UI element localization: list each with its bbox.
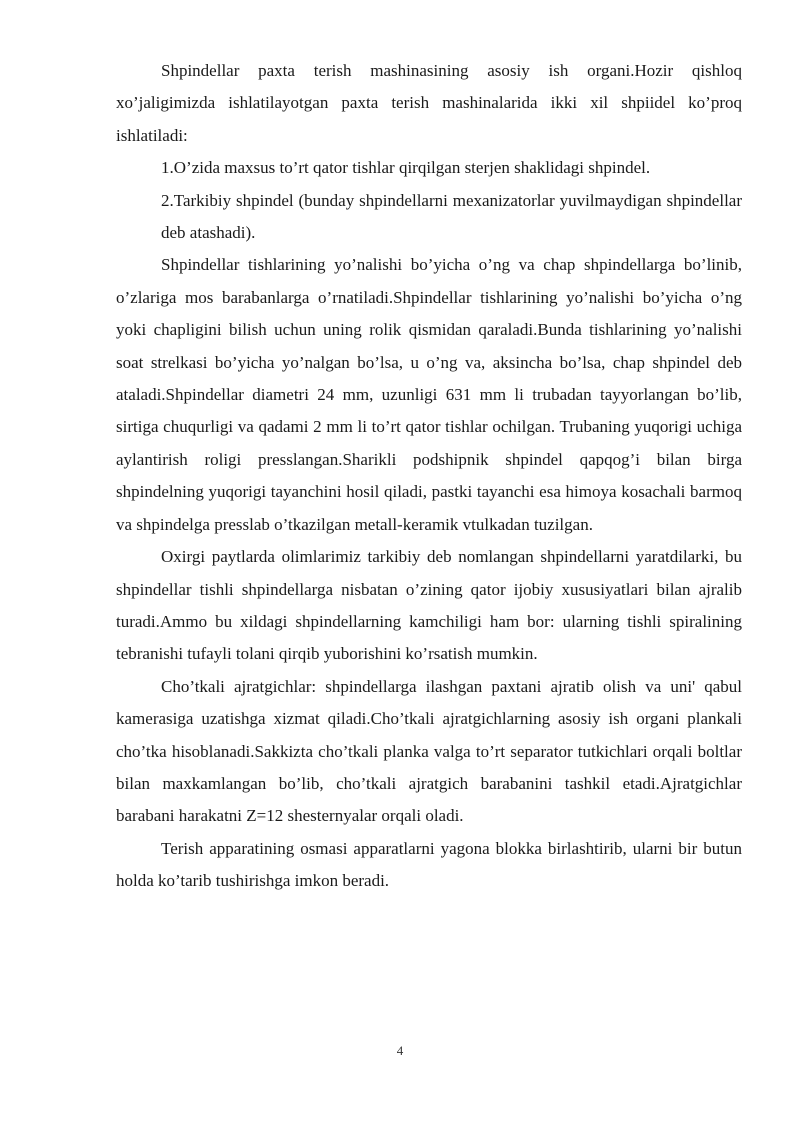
paragraph-brush-separators: Cho’tkali ajratgichlar: shpindellarga ilashgan paxtani ajratib olish va uni' qabul kamerasiga uzatishga xizmat qiladi.Cho’tkali ajratgichlarning asosiy ish organi plankali cho’tka hisoblanadi.Sakkizta cho’tkali planka valga to’rt separator tutkichlari orqali boltlar bilan maxkamlangan bo’lib, cho’tkali ajratgich barabanini tashkil etadi.Ajratgichlar barabani harakatni Z=12 shesternyalar orqali oladi. bbox=[116, 676, 742, 826]
paragraph-intro: Shpindellar paxta terish mashinasining asosiy ish organi.Hozir qishloq xo’jaligimizda ishlatilayotgan paxta terish mashinalarida ikki xil shpiidel ko’proq ishlatiladi: bbox=[116, 61, 742, 145]
list-item-2: 2.Tarkibiy shpindel (bunday shpindellarni mexanizatorlar yuvilmaydigan shpindellar deb atashadi). bbox=[161, 190, 742, 243]
paragraph-compound-spindles: Oxirgi paytlarda olimlarimiz tarkibiy deb nomlangan shpindellarni yaratdilarki, bu shpindellar tishli shpindellarga nisbatan o’zining qator ijobiy xususiyatlari bilan ajralib turadi.Ammo bu xildagi shpindellarning kamchiligi ham bor: ularning tishli spiralining tebranishi tufayli tolani qirqib yuborishini ko’rsatish mumkin. bbox=[116, 547, 742, 664]
list-item-1: 1.O’zida maxsus to’rt qator tishlar qirqilgan sterjen shaklidagi shpindel. bbox=[161, 158, 651, 178]
page-number: 4 bbox=[396, 1043, 404, 1058]
paragraph-suspension: Terish apparatining osmasi apparatlarni yagona blokka birlashtirib, ularni bir butun holda ko’tarib tushirishga imkon beradi. bbox=[116, 838, 742, 891]
paragraph-spindle-direction: Shpindellar tishlarining yo’nalishi bo’yicha o’ng va chap shpindellarga bo’linib, o’zlariga mos barabanlarga o’rnatiladi.Shpindellar tishlarining yo’nalishi bo’yicha o’ng yoki chapligini bilish uchun uning rolik qismidan qaraladi.Bunda tishlarining yo’nalishi soat strelkasi bo’yicha yo’nalgan bo’lsa, u o’ng va, aksincha bo’lsa, chap shpindel deb ataladi.Shpindellar diametri 24 mm, uzunligi 631 mm li trubadan tayyorlangan bo’lib, sirtiga chuqurligi va qadami 2 mm li to’rt qator tishlar ochilgan. Trubaning yuqorigi uchiga aylantirish roligi presslangan.Sharikli podshipnik shpindel qapqog’i bilan birga shpindelning yuqorigi tayanchini hosil qiladi, pastki tayanchi esa himoya kosachali barmoq va shpindelga presslab o’tkazilgan metall-keramik vtulkadan tuzilgan. bbox=[116, 255, 742, 534]
